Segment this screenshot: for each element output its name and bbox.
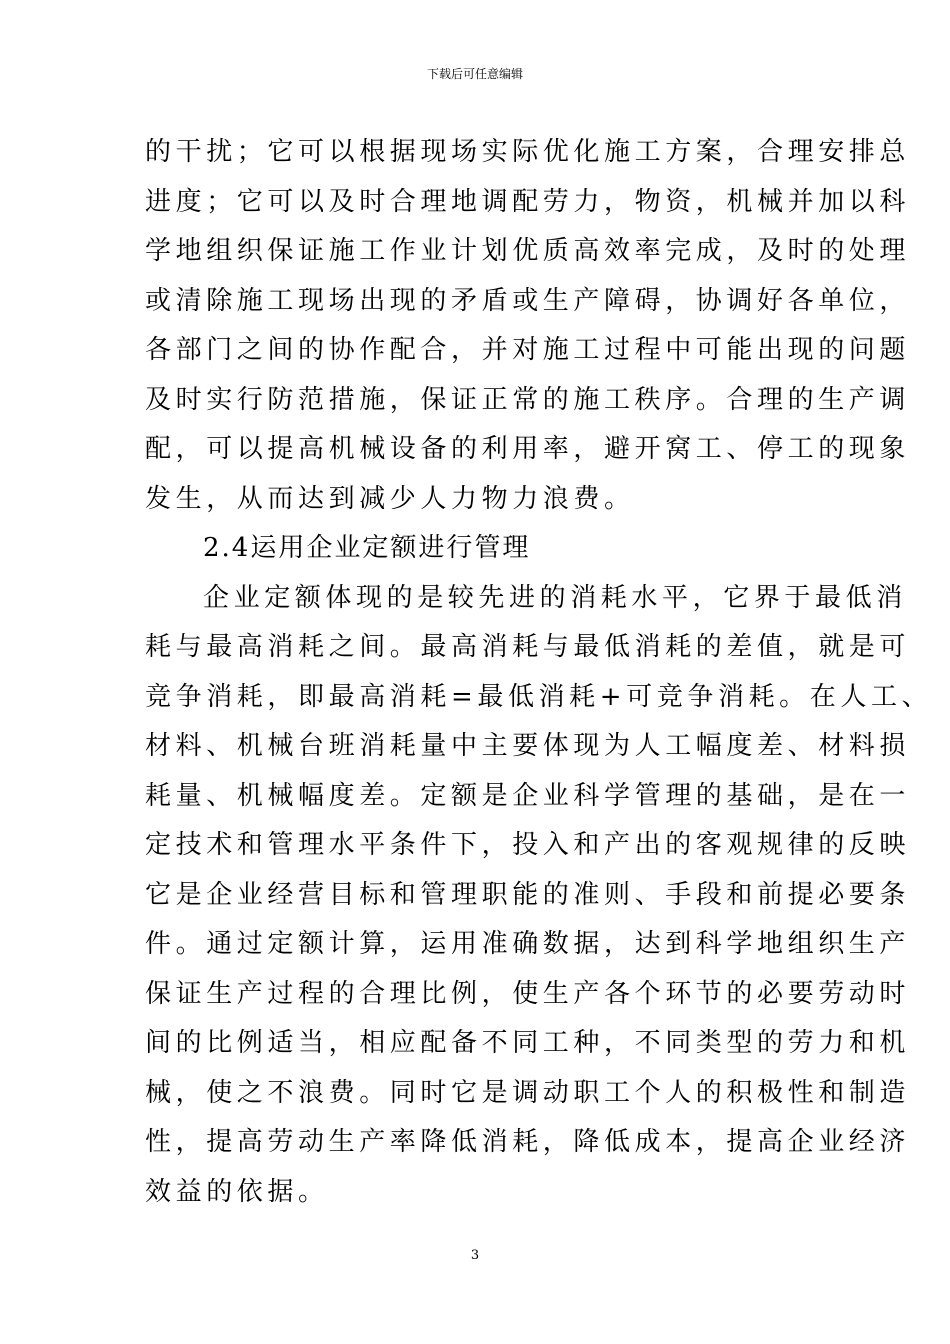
text-line: 保证生产过程的合理比例，使生产各个环节的必要劳动时: [145, 978, 911, 1009]
text-line: 及时实行防范措施，保证正常的施工秩序。合理的生产调: [145, 384, 911, 415]
document-body: [145, 128, 933, 1217]
text-line: 各部门之间的协作配合，并对施工过程中可能出现的问题: [145, 335, 911, 365]
page-number: 3: [470, 1248, 480, 1263]
text-line: 定技术和管理水平条件下，投入和产出的客观规律的反映: [145, 830, 911, 860]
page-header-note: 下载后可任意编辑: [426, 67, 523, 81]
text-line: 进度；它可以及时合理地调配劳力，物资，机械并加以科: [145, 186, 911, 217]
text-line: 的干扰；它可以根据现场实际优化施工方案，合理安排总: [145, 137, 911, 167]
text-line: 间的比例适当，相应配备不同工种，不同类型的劳力和机: [145, 1028, 911, 1058]
text-line: 材料、机械台班消耗量中主要体现为人工幅度差、材料损: [145, 731, 911, 761]
text-line: 学地组织保证施工作业计划优质高效率完成，及时的处理: [145, 236, 911, 266]
text-line: 或清除施工现场出现的矛盾或生产障碍，协调好各单位，: [145, 285, 911, 316]
text-line: 发生，从而达到减少人力物力浪费。: [145, 483, 635, 514]
text-line: 效益的依据。: [145, 1176, 329, 1207]
text-line: 它是企业经营目标和管理职能的准则、手段和前提必要条: [145, 879, 911, 910]
text-line: 械，使之不浪费。同时它是调动职工个人的积极性和制造: [145, 1077, 911, 1108]
text-line: 配，可以提高机械设备的利用率，避开窝工、停工的现象: [145, 434, 911, 464]
text-line: 耗量、机械幅度差。定额是企业科学管理的基础，是在一: [145, 780, 911, 811]
text-line: 件。通过定额计算，运用准确数据，达到科学地组织生产: [145, 929, 911, 959]
text-line: 竞争消耗，即最高消耗=最低消耗+可竞争消耗。在人工、: [145, 681, 933, 712]
text-line: 性，提高劳动生产率降低消耗，降低成本，提高企业经济: [145, 1127, 911, 1157]
section-heading: 2.4运用企业定额进行管理: [203, 533, 531, 563]
text-line: 企业定额体现的是较先进的消耗水平，它界于最低消: [203, 582, 907, 613]
text-line: 耗与最高消耗之间。最高消耗与最低消耗的差值，就是可: [145, 632, 911, 662]
paragraph-1: [145, 128, 911, 524]
paragraph-2: [145, 574, 933, 1218]
